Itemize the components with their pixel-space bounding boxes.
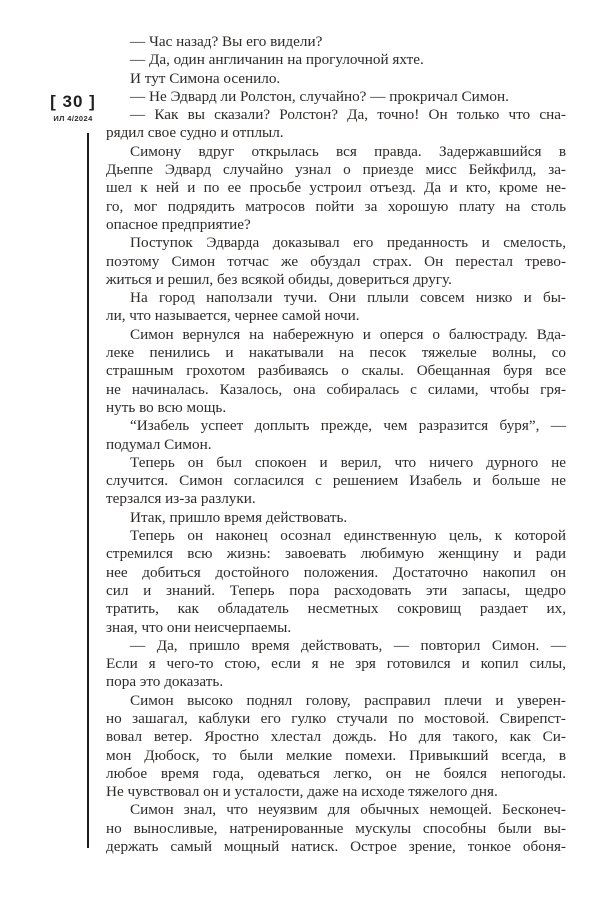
paragraph [106,143,566,234]
page-number: [ 30 ] [50,92,96,111]
text-line: вовал ветер. Яростно хлестал дождь. Но для такого, как Си- [106,728,566,746]
text-line: житься и решил, без всякой обиды, довериться другу. [106,270,452,288]
text-line: Симон знал, что неуязвим для обычных немощей. Бесконеч- [130,801,566,819]
paragraph [106,234,566,289]
paragraph [106,454,566,509]
paragraph [106,692,566,802]
paragraph [106,106,566,143]
text-line: сил и знаний. Теперь пора расходовать эти запасы, щедро [106,581,566,599]
paragraph [106,527,566,637]
text-line: мон Дюбоск, то были мелкие помехи. Привыкший всегда, в [106,746,566,764]
text-line: — Как вы сказали? Ролстон? Да, точно! Он только что сна- [130,106,566,124]
paragraph [106,289,566,326]
text-line: рядил свое судно и отплыл. [106,124,284,142]
text-line: И тут Симона осенило. [130,69,281,87]
paragraph [106,88,566,106]
paragraph [106,417,566,454]
text-line: го, мог подрядить матросов пойти за хорошую плату на столь [106,197,566,215]
body-text [106,33,566,856]
text-line: поэтому Симон тотчас же обуздал страх. Он перестал трево- [106,252,566,270]
text-line: Симону вдруг открылась вся правда. Задержавшийся в [130,142,566,160]
text-line: Если я чего-то стою, если я не зря готовился и копил силы, [106,655,566,673]
text-line: но зашагал, каблуки его гулко стучали по мостовой. Свирепст- [106,709,566,727]
text-line: любое время года, одеваться легко, он не боялся непогоды. [106,764,566,782]
text-line: Дьеппе Эдвард случайно узнал о приезде мисс Бейкфилд, за- [106,161,566,179]
text-line: Итак, пришло время действовать. [130,508,348,526]
text-line: держать самый мощный натиск. Острое зрение, тонкое обоня- [106,838,566,856]
text-line: страшным грохотом разбиваясь о скалы. Обещанная буря все [106,362,566,380]
paragraph [106,33,566,51]
text-line: но выносливые, натренированные мускулы способны были вы- [106,819,566,837]
journal-issue-label: ИЛ 4/2024 [53,114,93,123]
text-line: подумал Симон. [106,435,212,453]
text-line: Теперь он наконец осознал единственную цель, к которой [130,527,566,545]
text-line: — Не Эдвард ли Ролстон, случайно? — прокричал Симон. [130,87,509,105]
text-line: терзался из-за разлуки. [106,490,256,508]
text-line: тратить, как обладатель несметных сокровищ раздает их, [106,600,566,618]
text-line: леке пенились и накатывали на песок тяжелые волны, со [106,344,566,362]
text-line: Поступок Эдварда доказывал его преданность и смелость, [130,234,566,252]
margin-rule [87,133,89,848]
paragraph [106,70,566,88]
text-line: шел к ней и по ее просьбе устроил отъезд. Да и кто, кроме не- [106,179,566,197]
text-line: Теперь он был спокоен и верил, что ничего дурного не [130,453,566,471]
paragraph [106,801,566,856]
text-line: Симон вернулся на набережную и оперся о балюстраду. Вда- [130,325,566,343]
text-line: стремился всю жизнь: завоевать любимую женщину и ради [106,545,566,563]
paragraph [106,509,566,527]
page-number-block [44,92,102,123]
text-line: — Да, пришло время действовать, — повторил Симон. — [130,636,566,654]
text-line: нее добиться достойного положения. Достаточно накопил он [106,563,566,581]
text-line: ли, что называется, чернее самой ночи. [106,307,360,325]
text-line: нуть во всю мощь. [106,398,227,416]
text-line: зная, что они неисчерпаемы. [106,618,292,636]
paragraph [106,326,566,417]
text-line: На город наползали тучи. Они плыли совсем низко и бы- [130,289,566,307]
text-line: “Изабель успеет доплыть прежде, чем разразится буря”, — [130,417,566,435]
text-line: не начиналась. Казалось, она собиралась с силами, чтобы гря- [106,380,566,398]
text-line: Симон высоко поднял голову, расправил плечи и уверен- [130,691,566,709]
text-line: пора это доказать. [106,673,224,691]
text-line: опасное предприятие? [106,215,251,233]
paragraph [106,637,566,692]
paragraph [106,51,566,69]
text-line: — Да, один англичанин на прогулочной яхте. [130,51,424,69]
text-line: Не чувствовал он и усталости, даже на исходе тяжелого дня. [106,783,498,801]
text-line: — Час назад? Вы его видели? [130,33,323,50]
text-line: случится. Симон согласился с решением Изабель и больше не [106,472,566,490]
